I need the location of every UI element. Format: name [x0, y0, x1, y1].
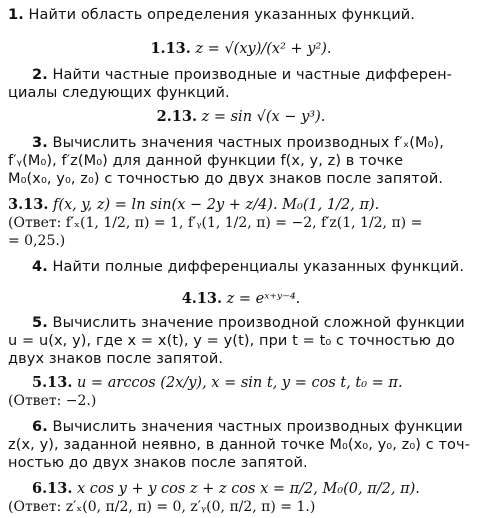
- item-number: 5.13.: [32, 374, 73, 391]
- item-number: 1.13.: [150, 40, 191, 57]
- item-number: 3.13.: [8, 196, 49, 213]
- text-line-t6b: [8, 436, 476, 454]
- text-line-f6b: [8, 498, 476, 516]
- text-line-t3c: [8, 170, 476, 188]
- text-line-t6a: [8, 418, 476, 436]
- text-line-f2: [0, 108, 482, 126]
- item-number: 2.: [32, 67, 48, 83]
- item-number: 6.: [32, 419, 48, 435]
- line-text: (Ответ: f′ₓ(1, 1/2, π) = 1, f′ᵧ(1, 1/2, π) = −2, f′z(1, 1/2, π) =: [8, 215, 423, 231]
- item-number: 5.: [32, 315, 48, 331]
- text-line-t1: [8, 6, 476, 24]
- text-line-t4: [8, 258, 476, 276]
- line-text: (Ответ: −2.): [8, 393, 97, 409]
- line-text: Найти полные дифференциалы указанных функций.: [52, 259, 465, 275]
- line-text: ностью до двух знаков после запятой.: [8, 455, 308, 471]
- text-line-t5b: [8, 332, 476, 350]
- line-text: z = sin √(x − y³).: [201, 109, 326, 125]
- text-line-f5b: [8, 392, 476, 410]
- line-text: z = eˣ⁺ʸ⁻⁴.: [226, 291, 301, 307]
- text-line-f5a: [8, 374, 476, 392]
- text-line-t2a: [8, 66, 476, 84]
- line-text: двух знаков после запятой.: [8, 351, 224, 367]
- text-line-f4: [0, 290, 482, 308]
- text-line-t3b: [8, 152, 476, 170]
- line-text: f(x, y, z) = ln sin(x − 2y + z/4). M₀(1, 1/2, π).: [52, 197, 380, 213]
- line-text: z = √(xy)/(x² + y²).: [195, 41, 332, 57]
- item-number: 4.13.: [181, 290, 223, 307]
- line-text: = 0,25.): [8, 233, 66, 249]
- text-line-f3b: [8, 214, 476, 232]
- text-line-f3c: [8, 232, 476, 250]
- line-text: z(x, y), заданной неявно, в данной точке M₀(x₀, y₀, z₀) с точ-: [8, 437, 471, 453]
- text-line-f3a: [8, 196, 476, 214]
- line-text: Вычислить значения частных производных f′ₓ(M₀),: [52, 135, 445, 151]
- line-text: u = u(x, y), где x = x(t), y = y(t), при t = t₀ с точностью до: [8, 333, 455, 349]
- text-line-f6a: [8, 480, 476, 498]
- item-number: 2.13.: [156, 108, 197, 125]
- text-line-t6c: [8, 454, 476, 472]
- text-line-t5a: [8, 314, 476, 332]
- text-line-t3a: [8, 134, 476, 152]
- line-text: x cos y + y cos z + z cos x = π/2, M₀(0, π/2, π).: [76, 481, 420, 497]
- line-text: u = arccos (2x/y), x = sin t, y = cos t, t₀ = π.: [76, 375, 403, 391]
- line-text: f′ᵧ(M₀), f′z(M₀) для данной функции f(x, y, z) в точке: [8, 153, 404, 169]
- line-text: циалы следующих функций.: [8, 85, 230, 101]
- text-line-f1: [0, 40, 482, 58]
- line-text: Вычислить значение производной сложной функции: [52, 315, 465, 331]
- text-line-t5c: [8, 350, 476, 368]
- line-text: Вычислить значения частных производных функции: [52, 419, 463, 435]
- item-number: 3.: [32, 135, 48, 151]
- line-text: Найти частные производные и частные дифферен-: [52, 67, 453, 83]
- item-number: 6.13.: [32, 480, 73, 497]
- item-number: 1.: [8, 7, 24, 23]
- line-text: (Ответ: z′ₓ(0, π/2, π) = 0, z′ᵧ(0, π/2, π) = 1.): [8, 499, 316, 515]
- line-text: M₀(x₀, y₀, z₀) с точностью до двух знаков после запятой.: [8, 171, 444, 187]
- text-line-t2b: [8, 84, 476, 102]
- item-number: 4.: [32, 259, 48, 275]
- line-text: Найти область определения указанных функций.: [28, 7, 415, 23]
